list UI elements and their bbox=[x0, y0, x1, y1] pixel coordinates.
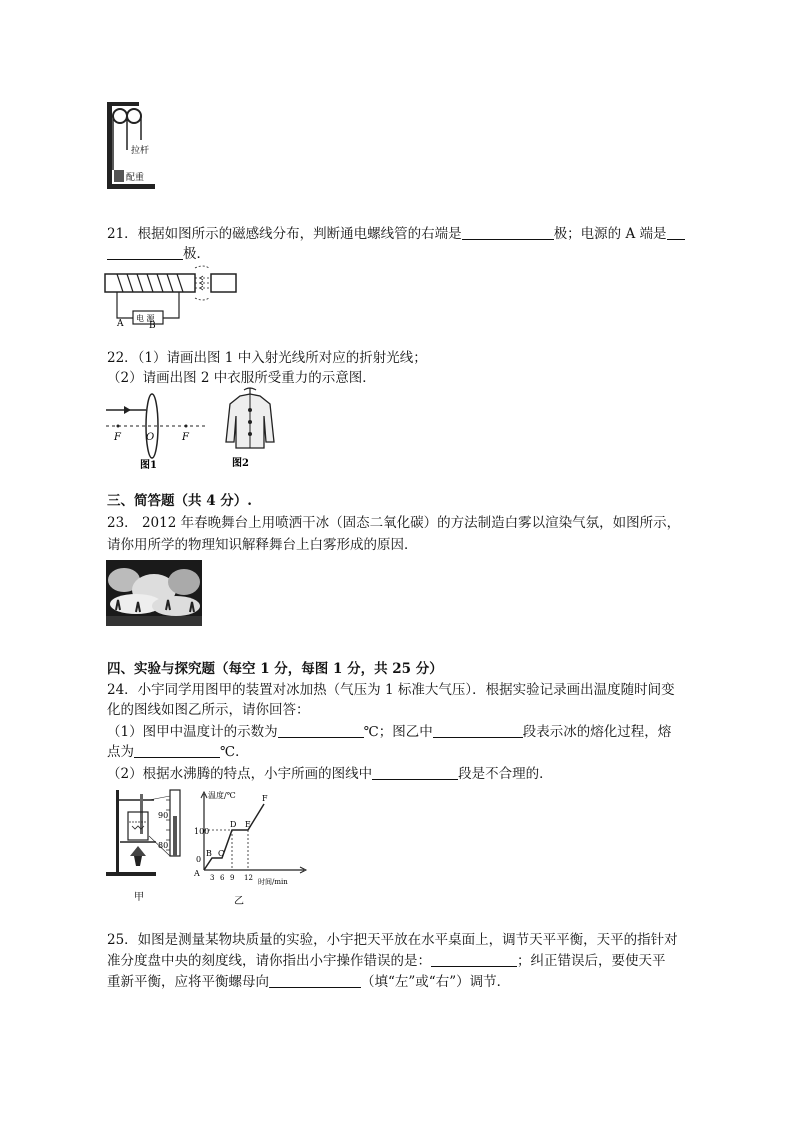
q21-blank-a-end[interactable] bbox=[667, 225, 685, 240]
q25-blank-mistake[interactable] bbox=[431, 952, 517, 967]
thermometer-80: 80 bbox=[158, 841, 169, 850]
q24-line3: （1）图甲中温度计的示数为 ℃；图乙中 段表示冰的熔化过程，熔 bbox=[107, 724, 672, 740]
fig2-label: 图2 bbox=[232, 458, 249, 469]
graph-point-f: F bbox=[262, 794, 268, 803]
label-lagan: 拉杆 bbox=[131, 146, 150, 156]
stage-fog-photo bbox=[106, 560, 202, 626]
solenoid-b: B bbox=[149, 321, 156, 328]
q25-line1: 25．如图是测量某物块质量的实验，小宇把天平放在水平桌面上，调节天平平衡，天平的指针对 bbox=[107, 932, 678, 948]
q24-line1: 24．小宇同学用图甲的装置对冰加热（气压为 1 标准大气压）．根据实验记录画出温度随时间变 bbox=[107, 682, 675, 698]
temperature-graph bbox=[192, 790, 312, 910]
q23-line1: 23． 2012 年春晚舞台上用喷洒干冰（固态二氧化碳）的方法制造白雾以渲染气氛，如图所示， bbox=[107, 515, 681, 531]
graph-y-0: 0 bbox=[196, 855, 202, 864]
graph-xlabel: 时间/min bbox=[258, 878, 288, 886]
q22-line2: （2）请画出图 2 中衣服所受重力的示意图． bbox=[107, 370, 376, 386]
q24-line2: 化的图线如图乙所示，请你回答： bbox=[107, 702, 310, 718]
graph-x-9: 9 bbox=[230, 874, 235, 882]
q23-line2: 请你用所学的物理知识解释舞台上白雾形成的原因． bbox=[107, 537, 418, 553]
graph-x-6: 6 bbox=[220, 874, 225, 882]
solenoid-power: 电 源 bbox=[136, 314, 155, 323]
label-peizhong: 配重 bbox=[126, 173, 145, 183]
graph-x-12: 12 bbox=[244, 874, 253, 882]
graph-ylabel: 温度/℃ bbox=[208, 791, 236, 800]
graph-point-a: A bbox=[194, 869, 200, 878]
graph-point-b: B bbox=[206, 849, 212, 858]
pulley-figure bbox=[104, 100, 164, 192]
lens-f-right: F bbox=[182, 432, 189, 443]
lens-o: O bbox=[146, 432, 155, 443]
fig1-label: 图1 bbox=[140, 460, 157, 471]
q24-blank-thermometer[interactable] bbox=[278, 723, 364, 738]
graph-point-c: C bbox=[218, 849, 225, 858]
q21-blank-right-end[interactable] bbox=[462, 225, 554, 240]
shirt-figure bbox=[222, 386, 278, 472]
lens-figure bbox=[106, 390, 206, 472]
q24-line4: 点为 ℃． bbox=[107, 744, 249, 760]
fig-jia-label: 甲 bbox=[134, 892, 144, 903]
solenoid-figure bbox=[103, 264, 238, 328]
q24-blank-wrong-segment[interactable] bbox=[372, 765, 458, 780]
graph-y-100: 100 bbox=[194, 827, 210, 836]
solenoid-a: A bbox=[117, 319, 124, 328]
apparatus-figure bbox=[104, 786, 194, 906]
q25-line2: 准分度盘中央的刻度线，请你指出小宇操作错误的是： ；纠正错误后，要使天平 bbox=[107, 953, 666, 969]
q25-blank-direction[interactable] bbox=[269, 973, 361, 988]
lens-f-left: F bbox=[114, 432, 121, 443]
thermometer-90: 90 bbox=[158, 811, 169, 820]
q25-line3: 重新平衡，应将平衡螺母向 （填“左”或“右”）调节． bbox=[107, 974, 511, 990]
q21-line1: 21．根据如图所示的磁感线分布，判断通电螺线管的右端是 极；电源的 A 端是 bbox=[107, 224, 685, 244]
q24-blank-melting-point[interactable] bbox=[134, 743, 220, 758]
q22-line1: 22．（1）请画出图 1 中入射光线所对应的折射光线； bbox=[107, 350, 427, 366]
q24-line5: （2）根据水沸腾的特点，小宇所画的图线中 段是不合理的． bbox=[107, 766, 553, 782]
section4-heading: 四、实验与探究题（每空 1 分，每图 1 分，共 25 分） bbox=[107, 661, 443, 677]
q21-line2: 极． bbox=[107, 244, 210, 264]
section3-heading: 三、简答题（共 4 分）. bbox=[107, 493, 252, 509]
fig-yi-label: 乙 bbox=[234, 896, 244, 907]
q24-blank-melting-segment[interactable] bbox=[433, 723, 523, 738]
graph-point-d: D bbox=[230, 820, 237, 829]
graph-point-e: E bbox=[245, 820, 251, 829]
graph-x-3: 3 bbox=[210, 874, 215, 882]
